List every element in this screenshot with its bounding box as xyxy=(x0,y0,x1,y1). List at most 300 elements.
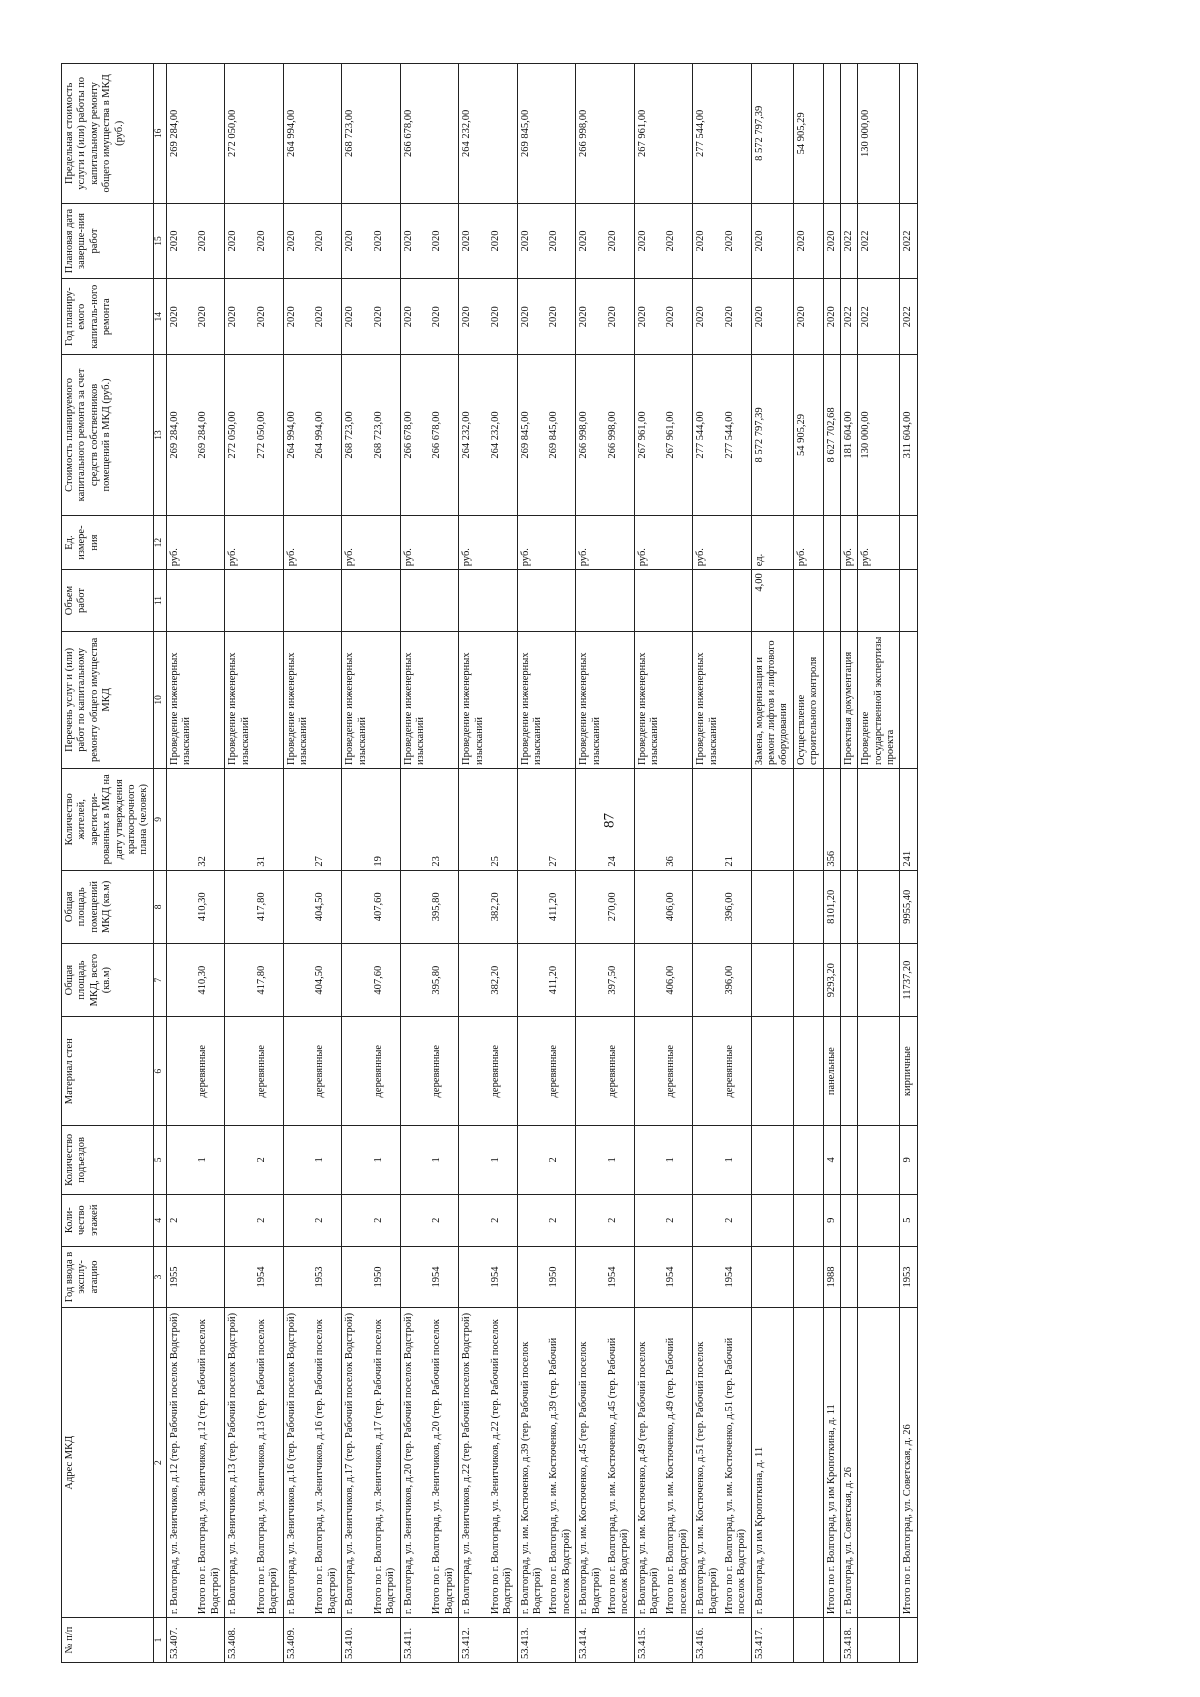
planned-year-cell: 2020 xyxy=(312,279,341,355)
total-area-cell: 382,20 xyxy=(488,943,517,1016)
total-area-cell xyxy=(166,943,195,1016)
cost-cell: 130 000,00 xyxy=(858,355,900,516)
work-description-cell: Проведение инженерных изысканий xyxy=(459,631,488,768)
year-built-cell: 1988 xyxy=(823,1246,840,1308)
work-description-cell xyxy=(605,631,634,768)
residents-cell xyxy=(634,768,663,870)
floors-cell: 2 xyxy=(546,1194,575,1246)
planned-year-cell: 2020 xyxy=(283,279,312,355)
page-number: 87 xyxy=(601,813,618,828)
row-number-cell xyxy=(546,1618,575,1663)
floors-cell: 2 xyxy=(429,1194,458,1246)
cost-cell: 269 284,00 xyxy=(166,355,195,516)
cost-cell: 264 232,00 xyxy=(459,355,488,516)
work-volume-cell xyxy=(517,570,546,632)
year-built-cell: 1950 xyxy=(546,1246,575,1308)
row-number-cell xyxy=(605,1618,634,1663)
total-area-cell: 407,60 xyxy=(371,943,400,1016)
cost-cell: 267 961,00 xyxy=(663,355,692,516)
work-description-cell: Осуществление строительного контроля xyxy=(793,631,823,768)
wall-material-cell xyxy=(400,1017,429,1126)
wall-material-cell: деревянные xyxy=(429,1017,458,1126)
row-number-cell xyxy=(488,1618,517,1663)
planned-year-cell: 2020 xyxy=(488,279,517,355)
completion-year-cell: 2020 xyxy=(605,203,634,279)
address-cell: г. Волгоград, ул. им. Костюченко, д.51 (тер. Рабочий поселок Водстрой) xyxy=(693,1308,722,1618)
completion-year-cell: 2020 xyxy=(823,203,840,279)
total-area-cell: 406,00 xyxy=(663,943,692,1016)
column-number-6: 6 xyxy=(153,1017,166,1126)
wall-material-cell xyxy=(459,1017,488,1126)
address-cell: Итого по г. Волгоград, ул им Кропоткина, д. 11 xyxy=(823,1308,840,1618)
limit-cost-cell xyxy=(546,64,575,204)
work-description-cell xyxy=(663,631,692,768)
column-number-11: 11 xyxy=(153,570,166,632)
column-number-10: 10 xyxy=(153,631,166,768)
row-number-cell xyxy=(371,1618,400,1663)
column-header-12: Ед. измере-ния xyxy=(62,515,154,569)
planned-year-cell: 2020 xyxy=(517,279,546,355)
column-number-9: 9 xyxy=(153,768,166,870)
column-header-4: Коли-чество этажей xyxy=(62,1194,154,1246)
completion-year-cell: 2020 xyxy=(576,203,605,279)
planned-year-cell: 2020 xyxy=(823,279,840,355)
completion-year-cell: 2020 xyxy=(429,203,458,279)
unit-cell: руб. xyxy=(166,515,195,569)
table-row xyxy=(858,64,900,1663)
unit-cell xyxy=(488,515,517,569)
unit-cell: руб. xyxy=(576,515,605,569)
entrances-cell: 1 xyxy=(371,1126,400,1195)
planned-year-cell: 2020 xyxy=(459,279,488,355)
total-area-cell xyxy=(793,943,823,1016)
planned-year-cell: 2020 xyxy=(722,279,751,355)
entrances-cell xyxy=(283,1126,312,1195)
row-number-cell: 53.416. xyxy=(693,1618,722,1663)
year-built-cell xyxy=(517,1246,546,1308)
unit-cell xyxy=(823,515,840,569)
column-header-1: № п/п xyxy=(62,1618,154,1663)
total-row xyxy=(663,64,692,1663)
row-number-cell: 53.413. xyxy=(517,1618,546,1663)
residents-cell: 23 xyxy=(429,768,458,870)
column-header-8: Общая площадь помещений МКД (кв.м) xyxy=(62,870,154,943)
work-description-cell xyxy=(900,631,917,768)
premises-area-cell: 9955,40 xyxy=(900,870,917,943)
unit-cell xyxy=(254,515,283,569)
column-header-13: Стоимость планируемого капитального ремонта за счет средств собственников помещений в МКД (руб.) xyxy=(62,355,154,516)
limit-cost-cell: 269 284,00 xyxy=(166,64,195,204)
entrances-cell: 1 xyxy=(663,1126,692,1195)
entrances-cell xyxy=(858,1126,900,1195)
completion-year-cell: 2020 xyxy=(517,203,546,279)
column-header-5: Количество подъездов xyxy=(62,1126,154,1195)
column-header-10: Перечень услуг и (или) работ по капитальному ремонту общего имущества МКД xyxy=(62,631,154,768)
cost-cell: 266 998,00 xyxy=(605,355,634,516)
floors-cell: 2 xyxy=(371,1194,400,1246)
address-cell: г. Волгоград, ул им Кропоткина, д. 11 xyxy=(751,1308,793,1618)
work-volume-cell xyxy=(225,570,254,632)
premises-area-cell: 410,30 xyxy=(195,870,224,943)
limit-cost-cell: 268 723,00 xyxy=(342,64,371,204)
planned-year-cell: 2020 xyxy=(634,279,663,355)
cost-cell: 264 232,00 xyxy=(488,355,517,516)
work-description-cell: Проведение инженерных изысканий xyxy=(342,631,371,768)
planned-year-cell: 2020 xyxy=(546,279,575,355)
entrances-cell xyxy=(400,1126,429,1195)
work-description-cell: Проведение инженерных изысканий xyxy=(400,631,429,768)
column-number-1: 1 xyxy=(153,1618,166,1663)
row-number-cell xyxy=(858,1618,900,1663)
address-cell: Итого по г. Волгоград, ул. Зенитчиков, д.12 (тер. Рабочий поселок Водстрой) xyxy=(195,1308,224,1618)
entrances-cell xyxy=(576,1126,605,1195)
row-number-cell xyxy=(793,1618,823,1663)
wall-material-cell: деревянные xyxy=(546,1017,575,1126)
work-volume-cell xyxy=(546,570,575,632)
year-built-cell xyxy=(634,1246,663,1308)
total-area-cell: 410,30 xyxy=(195,943,224,1016)
column-header-2: Адрес МКД xyxy=(62,1308,154,1618)
cost-cell: 8 627 702,68 xyxy=(823,355,840,516)
limit-cost-cell: 130 000,00 xyxy=(858,64,900,204)
floors-cell xyxy=(225,1194,254,1246)
residents-cell xyxy=(751,768,793,870)
residents-cell xyxy=(459,768,488,870)
floors-cell xyxy=(342,1194,371,1246)
address-cell: Итого по г. Волгоград, ул. им. Костюченко, д.45 (тер. Рабочий поселок Водстрой) xyxy=(605,1308,634,1618)
total-row xyxy=(823,64,840,1663)
wall-material-cell: деревянные xyxy=(488,1017,517,1126)
floors-cell: 2 xyxy=(312,1194,341,1246)
address-cell: Итого по г. Волгоград, ул. им. Костюченко, д.49 (тер. Рабочий поселок Водстрой) xyxy=(663,1308,692,1618)
column-number-15: 15 xyxy=(153,203,166,279)
cost-cell: 269 845,00 xyxy=(517,355,546,516)
premises-area-cell: 8101,20 xyxy=(823,870,840,943)
work-volume-cell xyxy=(283,570,312,632)
work-description-cell: Проведение инженерных изысканий xyxy=(166,631,195,768)
limit-cost-cell xyxy=(840,64,857,204)
total-area-cell xyxy=(840,943,857,1016)
cost-cell: 277 544,00 xyxy=(722,355,751,516)
work-description-cell xyxy=(371,631,400,768)
entrances-cell: 1 xyxy=(429,1126,458,1195)
cost-cell: 266 998,00 xyxy=(576,355,605,516)
work-description-cell xyxy=(722,631,751,768)
entrances-cell xyxy=(517,1126,546,1195)
table-row xyxy=(400,64,429,1663)
planned-year-cell: 2020 xyxy=(576,279,605,355)
address-cell: г. Волгоград, ул. Зенитчиков, д.13 (тер. Рабочий поселок Водстрой) xyxy=(225,1308,254,1618)
residents-cell xyxy=(517,768,546,870)
total-area-cell xyxy=(283,943,312,1016)
year-built-cell xyxy=(195,1246,224,1308)
total-area-cell xyxy=(342,943,371,1016)
planned-year-cell: 2020 xyxy=(254,279,283,355)
work-volume-cell xyxy=(840,570,857,632)
work-volume-cell xyxy=(400,570,429,632)
premises-area-cell xyxy=(166,870,195,943)
residents-cell: 241 xyxy=(900,768,917,870)
address-cell: Итого по г. Волгоград, ул. Зенитчиков, д.20 (тер. Рабочий поселок Водстрой) xyxy=(429,1308,458,1618)
column-header-15: Плановая дата заверше-ния работ xyxy=(62,203,154,279)
limit-cost-cell: 266 678,00 xyxy=(400,64,429,204)
entrances-cell: 1 xyxy=(488,1126,517,1195)
work-description-cell xyxy=(823,631,840,768)
wall-material-cell: кирпичные xyxy=(900,1017,917,1126)
premises-area-cell: 396,00 xyxy=(722,870,751,943)
completion-year-cell: 2020 xyxy=(722,203,751,279)
column-number-13: 13 xyxy=(153,355,166,516)
address-cell: Итого по г. Волгоград, ул. Зенитчиков, д.16 (тер. Рабочий поселок Водстрой) xyxy=(312,1308,341,1618)
limit-cost-cell: 8 572 797,39 xyxy=(751,64,793,204)
work-volume-cell xyxy=(823,570,840,632)
cost-cell: 54 905,29 xyxy=(793,355,823,516)
header-row xyxy=(62,64,154,1663)
row-number-cell: 53.418. xyxy=(840,1618,857,1663)
floors-cell xyxy=(751,1194,793,1246)
premises-area-cell xyxy=(840,870,857,943)
work-volume-cell xyxy=(663,570,692,632)
premises-area-cell xyxy=(459,870,488,943)
completion-year-cell: 2020 xyxy=(400,203,429,279)
premises-area-cell: 270,00 xyxy=(605,870,634,943)
wall-material-cell: деревянные xyxy=(371,1017,400,1126)
table-row xyxy=(576,64,605,1663)
year-built-cell xyxy=(840,1246,857,1308)
column-header-6: Материал стен xyxy=(62,1017,154,1126)
total-area-cell: 395,80 xyxy=(429,943,458,1016)
floors-cell xyxy=(459,1194,488,1246)
planned-year-cell: 2020 xyxy=(225,279,254,355)
row-number-cell xyxy=(900,1618,917,1663)
work-description-cell: Проведение инженерных изысканий xyxy=(693,631,722,768)
total-row xyxy=(900,64,917,1663)
limit-cost-cell: 266 998,00 xyxy=(576,64,605,204)
unit-cell xyxy=(546,515,575,569)
entrances-cell: 4 xyxy=(823,1126,840,1195)
work-description-cell xyxy=(488,631,517,768)
residents-cell: 32 xyxy=(195,768,224,870)
cost-cell: 268 723,00 xyxy=(371,355,400,516)
entrances-cell: 2 xyxy=(546,1126,575,1195)
year-built-cell xyxy=(751,1246,793,1308)
limit-cost-cell xyxy=(254,64,283,204)
total-area-cell xyxy=(751,943,793,1016)
work-volume-cell xyxy=(166,570,195,632)
work-volume-cell xyxy=(605,570,634,632)
capital-repair-table xyxy=(61,63,918,1663)
planned-year-cell: 2020 xyxy=(166,279,195,355)
cost-cell: 272 050,00 xyxy=(225,355,254,516)
year-built-cell: 1954 xyxy=(663,1246,692,1308)
rotated-document xyxy=(61,63,1200,1663)
premises-area-cell xyxy=(400,870,429,943)
wall-material-cell: деревянные xyxy=(663,1017,692,1126)
wall-material-cell xyxy=(634,1017,663,1126)
premises-area-cell: 382,20 xyxy=(488,870,517,943)
work-volume-cell xyxy=(858,570,900,632)
row-number-cell: 53.410. xyxy=(342,1618,371,1663)
completion-year-cell: 2020 xyxy=(546,203,575,279)
column-number-row xyxy=(153,64,166,1663)
completion-year-cell: 2020 xyxy=(166,203,195,279)
work-description-cell: Проведение инженерных изысканий xyxy=(517,631,546,768)
completion-year-cell: 2020 xyxy=(663,203,692,279)
cost-cell: 264 994,00 xyxy=(283,355,312,516)
total-area-cell xyxy=(517,943,546,1016)
total-area-cell: 397,50 xyxy=(605,943,634,1016)
floors-cell xyxy=(693,1194,722,1246)
wall-material-cell: деревянные xyxy=(605,1017,634,1126)
total-row xyxy=(722,64,751,1663)
cost-cell: 266 678,00 xyxy=(400,355,429,516)
cost-cell: 267 961,00 xyxy=(634,355,663,516)
completion-year-cell: 2020 xyxy=(283,203,312,279)
unit-cell: руб. xyxy=(225,515,254,569)
cost-cell: 264 994,00 xyxy=(312,355,341,516)
planned-year-cell: 2022 xyxy=(840,279,857,355)
premises-area-cell: 407,60 xyxy=(371,870,400,943)
entrances-cell xyxy=(793,1126,823,1195)
work-volume-cell xyxy=(900,570,917,632)
floors-cell: 9 xyxy=(823,1194,840,1246)
row-number-cell: 53.417. xyxy=(751,1618,793,1663)
cost-cell: 8 572 797,39 xyxy=(751,355,793,516)
entrances-cell: 1 xyxy=(195,1126,224,1195)
work-description-cell: Проведение инженерных изысканий xyxy=(634,631,663,768)
total-row xyxy=(488,64,517,1663)
unit-cell xyxy=(195,515,224,569)
address-cell: г. Волгоград, ул. Зенитчиков, д.17 (тер. Рабочий поселок Водстрой) xyxy=(342,1308,371,1618)
address-cell: Итого по г. Волгоград, ул. Советская, д. 26 xyxy=(900,1308,917,1618)
year-built-cell: 1955 xyxy=(166,1246,195,1308)
residents-cell xyxy=(166,768,195,870)
planned-year-cell: 2020 xyxy=(793,279,823,355)
wall-material-cell xyxy=(342,1017,371,1126)
floors-cell xyxy=(517,1194,546,1246)
column-number-14: 14 xyxy=(153,279,166,355)
column-number-7: 7 xyxy=(153,943,166,1016)
address-cell: г. Волгоград, ул. Зенитчиков, д.16 (тер. Рабочий поселок Водстрой) xyxy=(283,1308,312,1618)
wall-material-cell xyxy=(283,1017,312,1126)
table-row xyxy=(342,64,371,1663)
premises-area-cell: 404,50 xyxy=(312,870,341,943)
row-number-cell xyxy=(195,1618,224,1663)
total-area-cell: 404,50 xyxy=(312,943,341,1016)
planned-year-cell: 2020 xyxy=(429,279,458,355)
work-description-cell: Проведение инженерных изысканий xyxy=(283,631,312,768)
column-number-2: 2 xyxy=(153,1308,166,1618)
column-header-7: Общая площадь МКД, всего (кв.м) xyxy=(62,943,154,1016)
entrances-cell xyxy=(840,1126,857,1195)
table-row xyxy=(459,64,488,1663)
total-area-cell xyxy=(693,943,722,1016)
floors-cell: 2 xyxy=(254,1194,283,1246)
row-number-cell xyxy=(429,1618,458,1663)
wall-material-cell xyxy=(793,1017,823,1126)
work-description-cell xyxy=(312,631,341,768)
entrances-cell xyxy=(634,1126,663,1195)
work-volume-cell xyxy=(793,570,823,632)
floors-cell xyxy=(576,1194,605,1246)
limit-cost-cell: 269 845,00 xyxy=(517,64,546,204)
premises-area-cell xyxy=(342,870,371,943)
table-row xyxy=(634,64,663,1663)
row-number-cell: 53.408. xyxy=(225,1618,254,1663)
row-number-cell: 53.411. xyxy=(400,1618,429,1663)
address-cell: г. Волгоград, ул. им. Костюченко, д.49 (тер. Рабочий поселок Водстрой) xyxy=(634,1308,663,1618)
completion-year-cell: 2020 xyxy=(254,203,283,279)
year-built-cell xyxy=(459,1246,488,1308)
planned-year-cell: 2020 xyxy=(342,279,371,355)
residents-cell xyxy=(793,768,823,870)
total-area-cell xyxy=(400,943,429,1016)
address-cell: Итого по г. Волгоград, ул. им. Костюченко, д.51 (тер. Рабочий поселок Водстрой) xyxy=(722,1308,751,1618)
floors-cell: 2 xyxy=(488,1194,517,1246)
premises-area-cell: 395,80 xyxy=(429,870,458,943)
premises-area-cell: 417,80 xyxy=(254,870,283,943)
work-description-cell xyxy=(254,631,283,768)
cost-cell: 181 604,00 xyxy=(840,355,857,516)
row-number-cell: 53.415. xyxy=(634,1618,663,1663)
planned-year-cell: 2020 xyxy=(693,279,722,355)
year-built-cell xyxy=(693,1246,722,1308)
cost-cell: 311 604,00 xyxy=(900,355,917,516)
residents-cell: 31 xyxy=(254,768,283,870)
residents-cell xyxy=(342,768,371,870)
year-built-cell: 1953 xyxy=(900,1246,917,1308)
cost-cell: 272 050,00 xyxy=(254,355,283,516)
premises-area-cell: 411,20 xyxy=(546,870,575,943)
row-number-cell: 53.414. xyxy=(576,1618,605,1663)
residents-cell xyxy=(693,768,722,870)
address-cell xyxy=(793,1308,823,1618)
residents-cell xyxy=(283,768,312,870)
completion-year-cell: 2020 xyxy=(342,203,371,279)
row-number-cell xyxy=(312,1618,341,1663)
completion-year-cell: 2020 xyxy=(793,203,823,279)
work-description-cell: Проектная документация xyxy=(840,631,857,768)
unit-cell: руб. xyxy=(693,515,722,569)
table-row xyxy=(517,64,546,1663)
column-header-14: Год планиру-емого капиталь-ного ремонта xyxy=(62,279,154,355)
year-built-cell xyxy=(225,1246,254,1308)
unit-cell: руб. xyxy=(858,515,900,569)
total-row xyxy=(312,64,341,1663)
total-row xyxy=(254,64,283,1663)
unit-cell: руб. xyxy=(400,515,429,569)
total-row xyxy=(195,64,224,1663)
wall-material-cell xyxy=(858,1017,900,1126)
year-built-cell: 1954 xyxy=(722,1246,751,1308)
planned-year-cell: 2020 xyxy=(195,279,224,355)
completion-year-cell: 2020 xyxy=(312,203,341,279)
cost-cell: 266 678,00 xyxy=(429,355,458,516)
floors-cell: 2 xyxy=(166,1194,195,1246)
residents-cell: 27 xyxy=(312,768,341,870)
total-row xyxy=(605,64,634,1663)
wall-material-cell: деревянные xyxy=(195,1017,224,1126)
residents-cell: 25 xyxy=(488,768,517,870)
row-number-cell: 53.407. xyxy=(166,1618,195,1663)
work-volume-cell xyxy=(371,570,400,632)
premises-area-cell xyxy=(693,870,722,943)
wall-material-cell xyxy=(840,1017,857,1126)
limit-cost-cell: 267 961,00 xyxy=(634,64,663,204)
premises-area-cell: 406,00 xyxy=(663,870,692,943)
year-built-cell xyxy=(793,1246,823,1308)
entrances-cell xyxy=(693,1126,722,1195)
